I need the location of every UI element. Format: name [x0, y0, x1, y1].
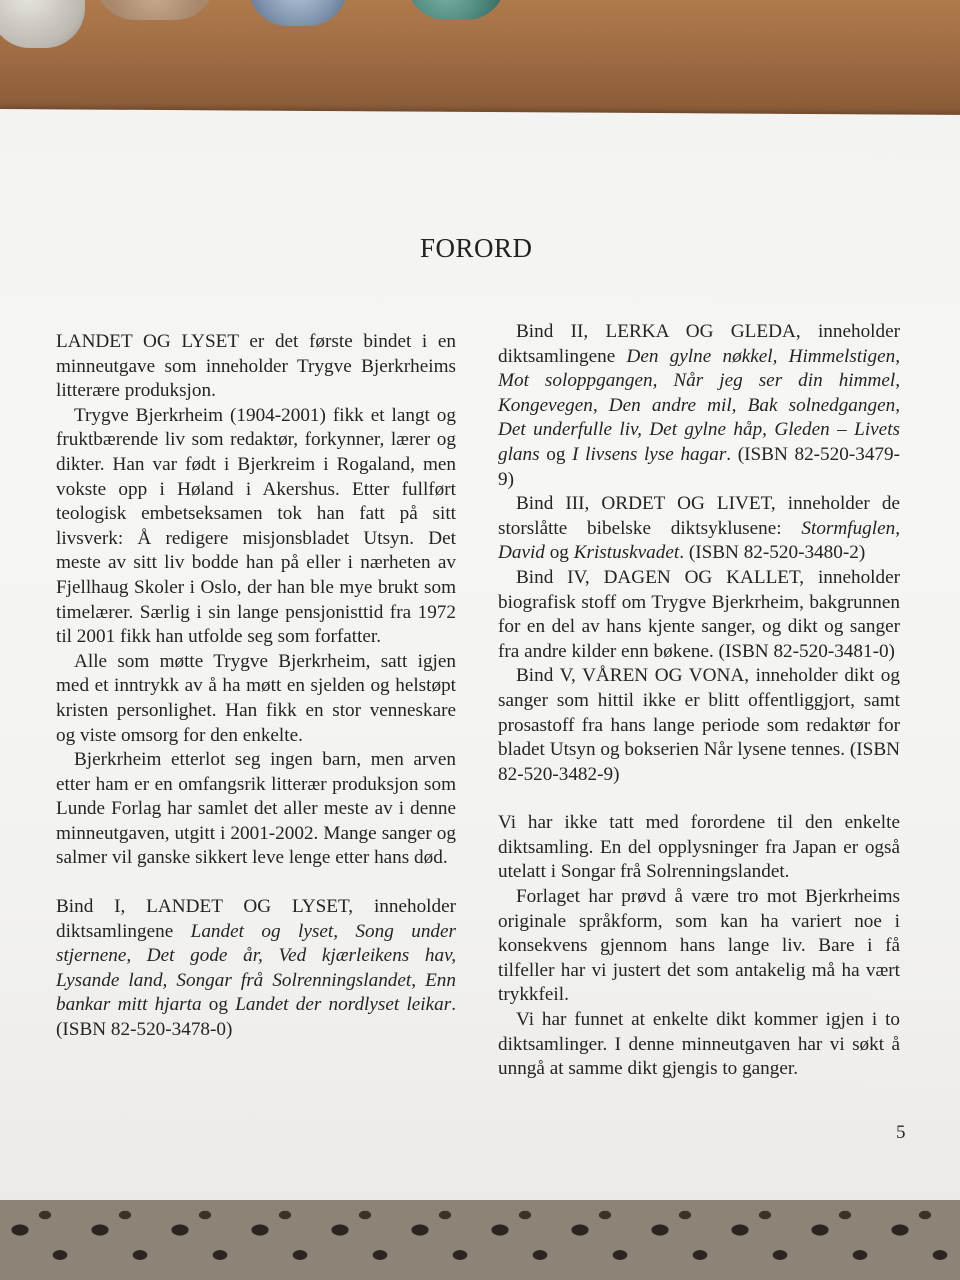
left-text-column: [56, 330, 456, 1043]
text-segment: Trygve Bjerkrheim (1904-2001) fikk et langt og fruktbærende liv som redaktør, forkynner, lærer og dikter. Han var født i Bjerkreim i Rogaland, men vokste opp i Høland i Akershus. Etter fullført teologisk embetseksamen tok han fatt på sitt livsverk: Å redigere misjonsbladet Utsyn. Det meste av sitt liv bodde han på eller i nærheten av Fjellhaug Skoler i Oslo, der han ble mye brukt som timelærer. Særlig i sin lange pensjonisttid fra 1972 til 2001 fikk han utfolde seg som forfatter.: [56, 404, 456, 648]
text-segment: . (ISBN 82-520-3478-0): [56, 994, 456, 1041]
text-segment: Forlaget har prøvd å være tro mot Bjerkrheims originale språkform, som kan ha variert noe i konsekvens gjennom hans lange liv. Bare i få tilfeller har vi justert det som antakelig må ha vært trykkfeil.: [498, 886, 900, 1006]
text-segment: og: [539, 443, 573, 465]
text-segment: Bind II, LERKA OG GLEDA, inneholder diktsamlingene: [498, 321, 900, 367]
paragraph: [498, 1008, 900, 1082]
paragraph: [498, 320, 900, 492]
italic-title-text: I livsens lyse hagar: [572, 443, 727, 465]
italic-title-text: Landet og lyset, Song under stjernene, Det gode år, Ved kjærleikens hav, Lysande land, Songar frå Solrenningslandet, Enn bankar mitt hjarta: [56, 920, 456, 1016]
ceramic-object: [248, 0, 348, 26]
text-segment: Vi har ikke tatt med forordene til den enkelte diktsamling. En del opplysninger fra Japan er også utelatt i Songar frå Solrenningslandet.: [498, 812, 900, 883]
italic-title-text: Den gylne nøkkel, Himmelstigen, Mot soloppgangen, Når jeg ser din himmel, Kongevegen, Den andre mil, Bak solnedgangen, Det underfulle liv, Det gylne håp, Gleden – Livets glans: [498, 345, 900, 465]
text-segment: Bjerkrheim etterlot seg ingen barn, men arven etter ham er en omfangsrik litterær produksjon som Lunde Forlag har samlet det aller meste av i denne minneutgaven, utgitt i 2001-2002. Mange sanger og salmer vil ganske sikkert leve lenge etter hans død.: [56, 749, 456, 869]
italic-title-text: Stormfuglen, David: [498, 517, 900, 564]
paragraph: [56, 404, 456, 650]
right-text-column: [498, 320, 900, 1082]
paragraph: [56, 748, 456, 871]
paragraph: [498, 566, 900, 664]
paragraph: [498, 885, 900, 1008]
text-segment: LANDET OG LYSET er det første bindet i en minneutgave som inneholder Trygve Bjerkrheims litterære produksjon.: [56, 331, 456, 402]
paragraph: [498, 811, 900, 885]
paragraph: [56, 330, 456, 404]
ceramic-object: [406, 0, 506, 20]
italic-title-text: Landet der nordlyset leikar: [235, 994, 452, 1016]
paragraph-gap: [56, 871, 456, 895]
text-segment: Vi har funnet at enkelte dikt kommer igjen i to diktsamlinger. I denne minneutgaven har vi søkt å unngå at samme dikt gjengis to ganger.: [498, 1009, 900, 1080]
text-segment: . (ISBN 82-520-3479-9): [498, 443, 900, 490]
italic-title-text: Kristuskvadet: [573, 542, 680, 564]
leopard-fabric: [0, 1200, 960, 1280]
paragraph: [498, 664, 900, 787]
ceramic-object: [95, 0, 215, 20]
text-segment: Bind IV, DAGEN OG KALLET, inneholder biografisk stoff om Trygve Bjerkrheim, bakgrunnen for en del av hans kjente sanger, og dikt og sanger fra andre kilder enn bøkene. (ISBN 82-520-3481-0): [498, 566, 900, 662]
paragraph: [498, 492, 900, 566]
text-segment: og: [544, 542, 574, 564]
text-segment: Bind III, ORDET OG LIVET, inneholder de storslåtte bibelske diktsyklusene:: [498, 493, 900, 539]
text-segment: . (ISBN 82-520-3480-2): [679, 542, 866, 564]
text-segment: Bind I, LANDET OG LYSET, inneholder diktsamlingene: [56, 896, 456, 942]
paragraph: [56, 650, 456, 748]
background-objects: [0, 0, 960, 120]
paragraph: [56, 895, 456, 1043]
paragraph-gap: [498, 787, 900, 811]
text-segment: Bind V, VÅREN OG VONA, inneholder dikt og sanger som hittil ikke er blitt offentliggjort, samt prosastoff fra hans lange periode som redaktør for bladet Utsyn og bokserien Når lysene tennes. (ISBN 82-520-3482-9): [498, 665, 900, 785]
text-segment: og: [201, 994, 236, 1016]
ceramic-object: [0, 0, 85, 48]
text-segment: Alle som møtte Trygve Bjerkrheim, satt igjen med et inntrykk av å ha møtt en sjelden og helstøpt kristen personlighet. Han fikk en stor venneskare og viste omsorg for den enkelte.: [56, 650, 456, 746]
page-title: FORORD: [420, 233, 533, 263]
page-number: 5: [896, 1122, 906, 1143]
